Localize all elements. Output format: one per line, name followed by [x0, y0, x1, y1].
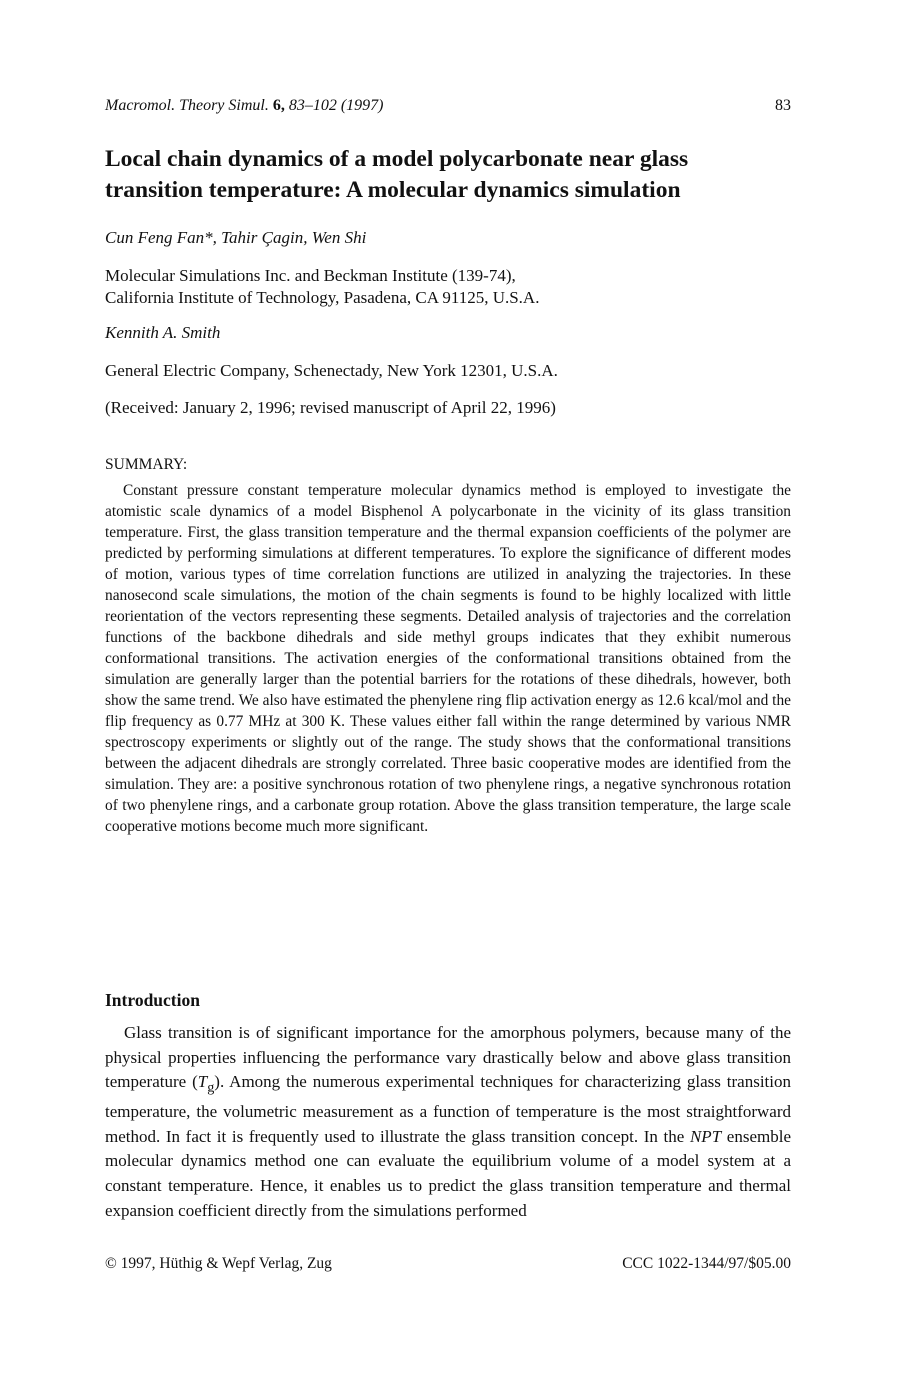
- authors-group-2: Kennith A. Smith: [105, 323, 221, 342]
- journal-name: Macromol. Theory Simul.: [105, 97, 269, 114]
- page-number: 83: [775, 97, 791, 114]
- received-dates: (Received: January 2, 1996; revised manuscript of April 22, 1996): [105, 398, 556, 417]
- affiliation-1: [105, 265, 791, 309]
- introduction-text: [105, 1021, 791, 1223]
- tg-symbol: T: [197, 1072, 208, 1092]
- article-title: Local chain dynamics of a model polycarbonate near glass transition temperature: A molecular dynamics simulation: [105, 146, 689, 203]
- affiliation-1-line-1: Molecular Simulations Inc. and Beckman Institute (139-74),: [105, 266, 516, 285]
- journal-pages-year: 83–102 (1997): [288, 97, 384, 114]
- summary-label: SUMMARY:: [105, 456, 188, 473]
- intro-text-part-1: Glass transition is of significant importance for the amorphous polymers, because many of the physical properties influencing the performance vary drastically below and above glass transition temperature (: [105, 1023, 791, 1092]
- npt-term: NPT: [689, 1126, 722, 1146]
- journal-volume: 6,: [272, 97, 285, 114]
- tg-subscript: g: [207, 1079, 215, 1096]
- intro-text-part-3: ensemble molecular dynamics method one can evaluate the equilibrium volume of a model system at a constant temperature. Hence, it enables us to predict the glass transition temperature and thermal expansion coefficient directly from the simulations performed: [105, 1126, 791, 1220]
- affiliation-1-line-2: California Institute of Technology, Pasadena, CA 91125, U.S.A.: [105, 288, 540, 307]
- running-head: [105, 96, 791, 116]
- introduction-heading: Introduction: [105, 990, 200, 1010]
- ccc-code: CCC 1022-1344/97/$05.00: [622, 1255, 791, 1272]
- authors-group-1: Cun Feng Fan*, Tahir Çagin, Wen Shi: [105, 228, 367, 247]
- copyright-notice: © 1997, Hüthig & Wepf Verlag, Zug: [105, 1255, 332, 1272]
- affiliation-2: General Electric Company, Schenectady, New York 12301, U.S.A.: [105, 361, 558, 380]
- intro-text-part-2: ). Among the numerous experimental techniques for characterizing glass transition temperature, the volumetric measurement as a function of temperature is the most straightforward method. In fact it is frequently used to illustrate the glass transition concept. In the: [105, 1072, 791, 1146]
- page-footer: [105, 1255, 791, 1273]
- summary-text: Constant pressure constant temperature molecular dynamics method is employed to investigate the atomistic scale dynamics of a model Bisphenol A polycarbonate in the vicinity of its glass transition temperature. First, the glass transition temperature and the thermal expansion coefficients of the polymer are predicted by performing simulations at different temperatures. To explore the significance of different modes of motion, various types of time correlation functions are utilized in analyzing the trajectories. In these nanosecond scale simulations, the motion of the chain segments is found to be highly localized with little reorientation of the vectors representing these segments. Detailed analysis of trajectories and the correlation functions of the backbone dihedrals and side methyl groups indicates that they exhibit numerous conformational transitions. The activation energies of the conformational transitions obtained from the simulation are generally larger than the potential barriers for the rotations of these dihedrals, however, both show the same trend. We also have estimated the phenylene ring flip activation energy as 12.6 kcal/mol and the flip frequency as 0.77 MHz at 300 K. These values either fall within the range determined by various NMR spectroscopy experiments or slightly out of the range. The study shows that the conformational transitions between the adjacent dihedrals are strongly correlated. Three basic cooperative modes are identified from the simulation. They are: a positive synchronous rotation of two phenylene rings, a negative synchronous rotation of two phenylene rings, and a carbonate group rotation. Above the glass transition temperature, the large scale cooperative motions become much more significant.: [105, 482, 791, 835]
